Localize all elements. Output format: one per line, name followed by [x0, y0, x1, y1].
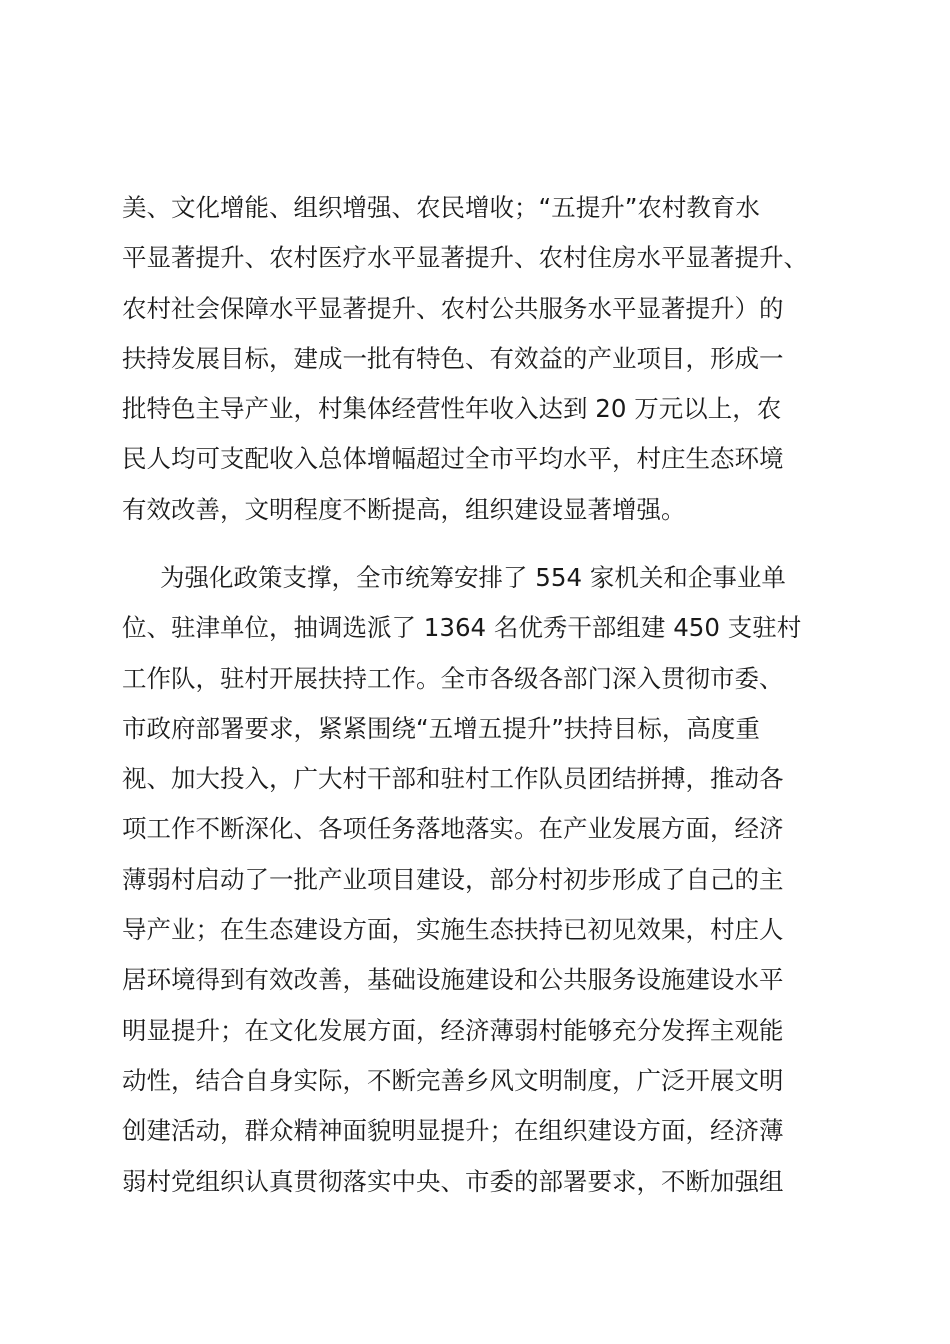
paragraph-continued — [122, 183, 830, 535]
text-line: 视、加大投入，广大村干部和驻村工作队员团结拼搏，推动各 — [122, 764, 784, 794]
text-line: 民人均可支配收入总体增幅超过全市平均水平，村庄生态环境 — [122, 444, 784, 474]
paragraph-policy-support — [122, 553, 830, 1207]
text-line-first: 为强化政策支撑，全市统筹安排了 554 家机关和企事业单 — [160, 563, 786, 592]
text-line: 有效改善，文明程度不断提高，组织建设显著增强。 — [122, 494, 686, 524]
text-line: 工作队，驻村开展扶持工作。全市各级各部门深入贯彻市委、 — [122, 663, 784, 693]
text-line: 项工作不断深化、各项任务落地落实。在产业发展方面，经济 — [122, 814, 784, 844]
text-line: 位、驻津单位，抽调选派了 1364 名优秀干部组建 450 支驻村 — [122, 613, 802, 643]
text-line: 批特色主导产业，村集体经营性年收入达到 20 万元以上，农 — [122, 394, 782, 424]
text-line: 创建活动，群众精神面貌明显提升；在组织建设方面，经济薄 — [122, 1116, 784, 1146]
text-line: 弱村党组织认真贯彻落实中央、市委的部署要求，不断加强组 — [122, 1166, 784, 1196]
text-line: 平显著提升、农村医疗水平显著提升、农村住房水平显著提升、 — [122, 243, 808, 273]
text-line: 农村社会保障水平显著提升、农村公共服务水平显著提升）的 — [122, 293, 784, 323]
text-line: 动性，结合自身实际，不断完善乡风文明制度，广泛开展文明 — [122, 1065, 784, 1095]
text-line: 导产业；在生态建设方面，实施生态扶持已初见效果，村庄人 — [122, 915, 784, 945]
text-line: 扶持发展目标，建成一批有特色、有效益的产业项目，形成一 — [122, 343, 784, 373]
text-line: 明显提升；在文化发展方面，经济薄弱村能够充分发挥主观能 — [122, 1015, 784, 1045]
text-line: 美、文化增能、组织增强、农民增收；“五提升”农村教育水 — [122, 193, 760, 222]
text-line: 薄弱村启动了一批产业项目建设，部分村初步形成了自己的主 — [122, 864, 784, 894]
text-line: 市政府部署要求，紧紧围绕“五增五提升”扶持目标，高度重 — [122, 713, 760, 743]
text-line: 居环境得到有效改善，基础设施建设和公共服务设施建设水平 — [122, 965, 784, 995]
